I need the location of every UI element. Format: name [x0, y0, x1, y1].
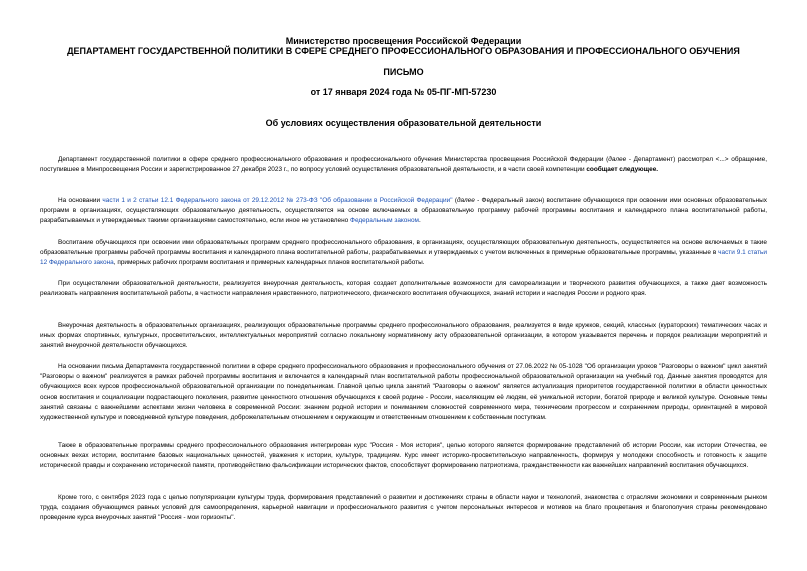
paragraph-8: Кроме того, с сентября 2023 года с целью популяризации культуры труда, формирования представлений о развитии и достижениях страны в области науки и технологий, знакомства с отраслями экономики и современным рынком труда, создания обучающимся равных условий для самоопределения, карьерной навигации и профессионального развития с учетом персональных интересов и мотивов на благо процветания и благополучия страны рекомендовано проведение курса внеурочных занятий "Россия - мои горизонты".: [40, 494, 767, 522]
paragraph-7: Также в образовательные программы среднего профессионального образования интегрирован курс "Россия - Моя история", целью которого является формирование представлений об истории России, как истории Отечества, ее основных вехах истории, воспитание базовых национальных ценностей, уважения к истории, культуре, традициям. Курс имеет историко-просветительскую направленность, формируя у молодежи способность и готовность к защите исторической правды и сохранению исторической памяти, противодействию фальсификации исторических фактов, способствует формированию патриотизма, гражданственности как важнейших направлений воспитания обучающихся.: [40, 442, 767, 470]
law-article-link[interactable]: части 1 и 2 статьи 12.1 Федерального закона от 29.12.2012 № 273-ФЗ "Об образовании в Российской Федерации": [102, 197, 453, 204]
document-date-number: от 17 января 2024 года № 05-ПГ-МП-57230: [310, 87, 497, 97]
document-subject: Об условиях осуществления образовательной деятельности: [265, 118, 542, 128]
paragraph-text: (: [452, 197, 457, 204]
paragraph-6: На основании письма Департамента государственной политики в сфере среднего профессионального образования и профессионального обучения от 27.06.2022 № 05-1028 "Об организации уроков "Разговоры о важном" цикл занятий "Разговоры о важном" реализуется в рамках рабочей программы воспитания и включается в календарный план воспитательной работы профессиональной образовательной организации на учебный год. Данные занятия проводятся для обучающихся всех курсов профессиональной образовательной организации по понедельникам. Главной целью цикла занятий "Разговоры о важном" является актуализация приоритетов государственной политики в области ценностных основ воспитания и социализации подрастающего поколения, развитие ценностного отношения обучающихся к своей родине - России, населяющим её людям, её уникальной истории, богатой природе и великой культуре. Основные темы занятий связаны с важнейшими аспектами жизни человека в современной России: знанием родной истории и пониманием сложностей современного мира, техническим прогрессом и сохранением природы, ориентацией в мировой художественной культуре и повседневной культуре поведения, доброжелательным отношением к окружающим и ответственным отношением к собственным поступкам.: [40, 363, 767, 422]
paragraph-text: Воспитание обучающихся при освоении ими образовательных программ среднего профессионального образования, в организациях, осуществляющих образовательную деятельность, осуществляется на основе включаемых в такие образовательные программы рабочей программы воспитания и календарного плана воспитательной работы, разрабатываемых и утверждаемых с учетом включенных в примерные образовательные программы, указанные в: [40, 239, 767, 257]
paragraph-text: - Федеральный закон) воспитание обучающихся при освоении ими основных образовательных программ в организациях, осуществляющих образовательную деятельность, осуществляется на основе включаемых в образовательную программу рабочей программы воспитания и календарного плана воспитательной работы, разрабатываемых и утверждаемых такими организациями самостоятельно, если иное не установлено: [40, 197, 767, 225]
paragraph-bold: сообщает следующее.: [586, 166, 659, 174]
department-name: ДЕПАРТАМЕНТ ГОСУДАРСТВЕННОЙ ПОЛИТИКИ В СФЕРЕ СРЕДНЕГО ПРОФЕССИОНАЛЬНОГО ОБРАЗОВАНИЯ И ПРОФЕССИОНАЛЬНОГО ОБУЧЕНИЯ: [67, 46, 740, 56]
paragraph-text: - Департамент) рассмотрел <...> обращение, поступившее в Минпросвещения России и зарегистрированное 27 декабря 2023 г., по вопросу условий осуществления образовательной деятельности, и в части своей компетенции: [40, 156, 768, 174]
document-type: ПИСЬМО: [383, 67, 424, 77]
paragraph-text: .: [418, 217, 421, 225]
paragraph-4: При осуществлении образовательной деятельности, реализуется внеурочная деятельность, которая создает дополнительные возможности для самореализации и творческого развития обучающихся, а также дает возможность реализовать направления воспитательной работы, в частности направления нравственного, патриотического, физического воспитания обучающихся, знаний истории и наследия России и родного края.: [40, 280, 767, 298]
paragraph-text: , примерных рабочих программ воспитания и примерных календарных планов воспитательной работы.: [113, 259, 425, 267]
paragraph-emphasis: далее: [608, 156, 627, 163]
ministry-name: Министерство просвещения Российской Федерации: [285, 36, 522, 46]
paragraph-text: Департамент государственной политики в сфере среднего профессионального образования и профессионального обучения Министерства просвещения Российской Федерации (: [58, 156, 609, 163]
law-part-link[interactable]: части 9.1 статьи 12 Федерального закона: [40, 249, 768, 267]
paragraph-2: [40, 196, 767, 227]
paragraph-text: На основании: [58, 197, 103, 204]
paragraph-5: Внеурочная деятельность в образовательных организациях, реализующих образовательные программы среднего профессионального образования, реализуется в виде кружков, секций, классных (кураторских) тематических часах и иных формах спортивных, культурных, просветительских, интеллектуальных мероприятий согласно локальному нормативному акту образовательной организации, в котором указывается перечень и порядок реализации мероприятий и занятий внеурочной деятельности обучающихся.: [40, 322, 767, 350]
paragraph-1: [40, 155, 767, 175]
paragraph-3: [40, 238, 767, 269]
paragraph-emphasis: далее: [456, 197, 475, 204]
federal-law-link[interactable]: Федеральным законом: [350, 217, 419, 225]
